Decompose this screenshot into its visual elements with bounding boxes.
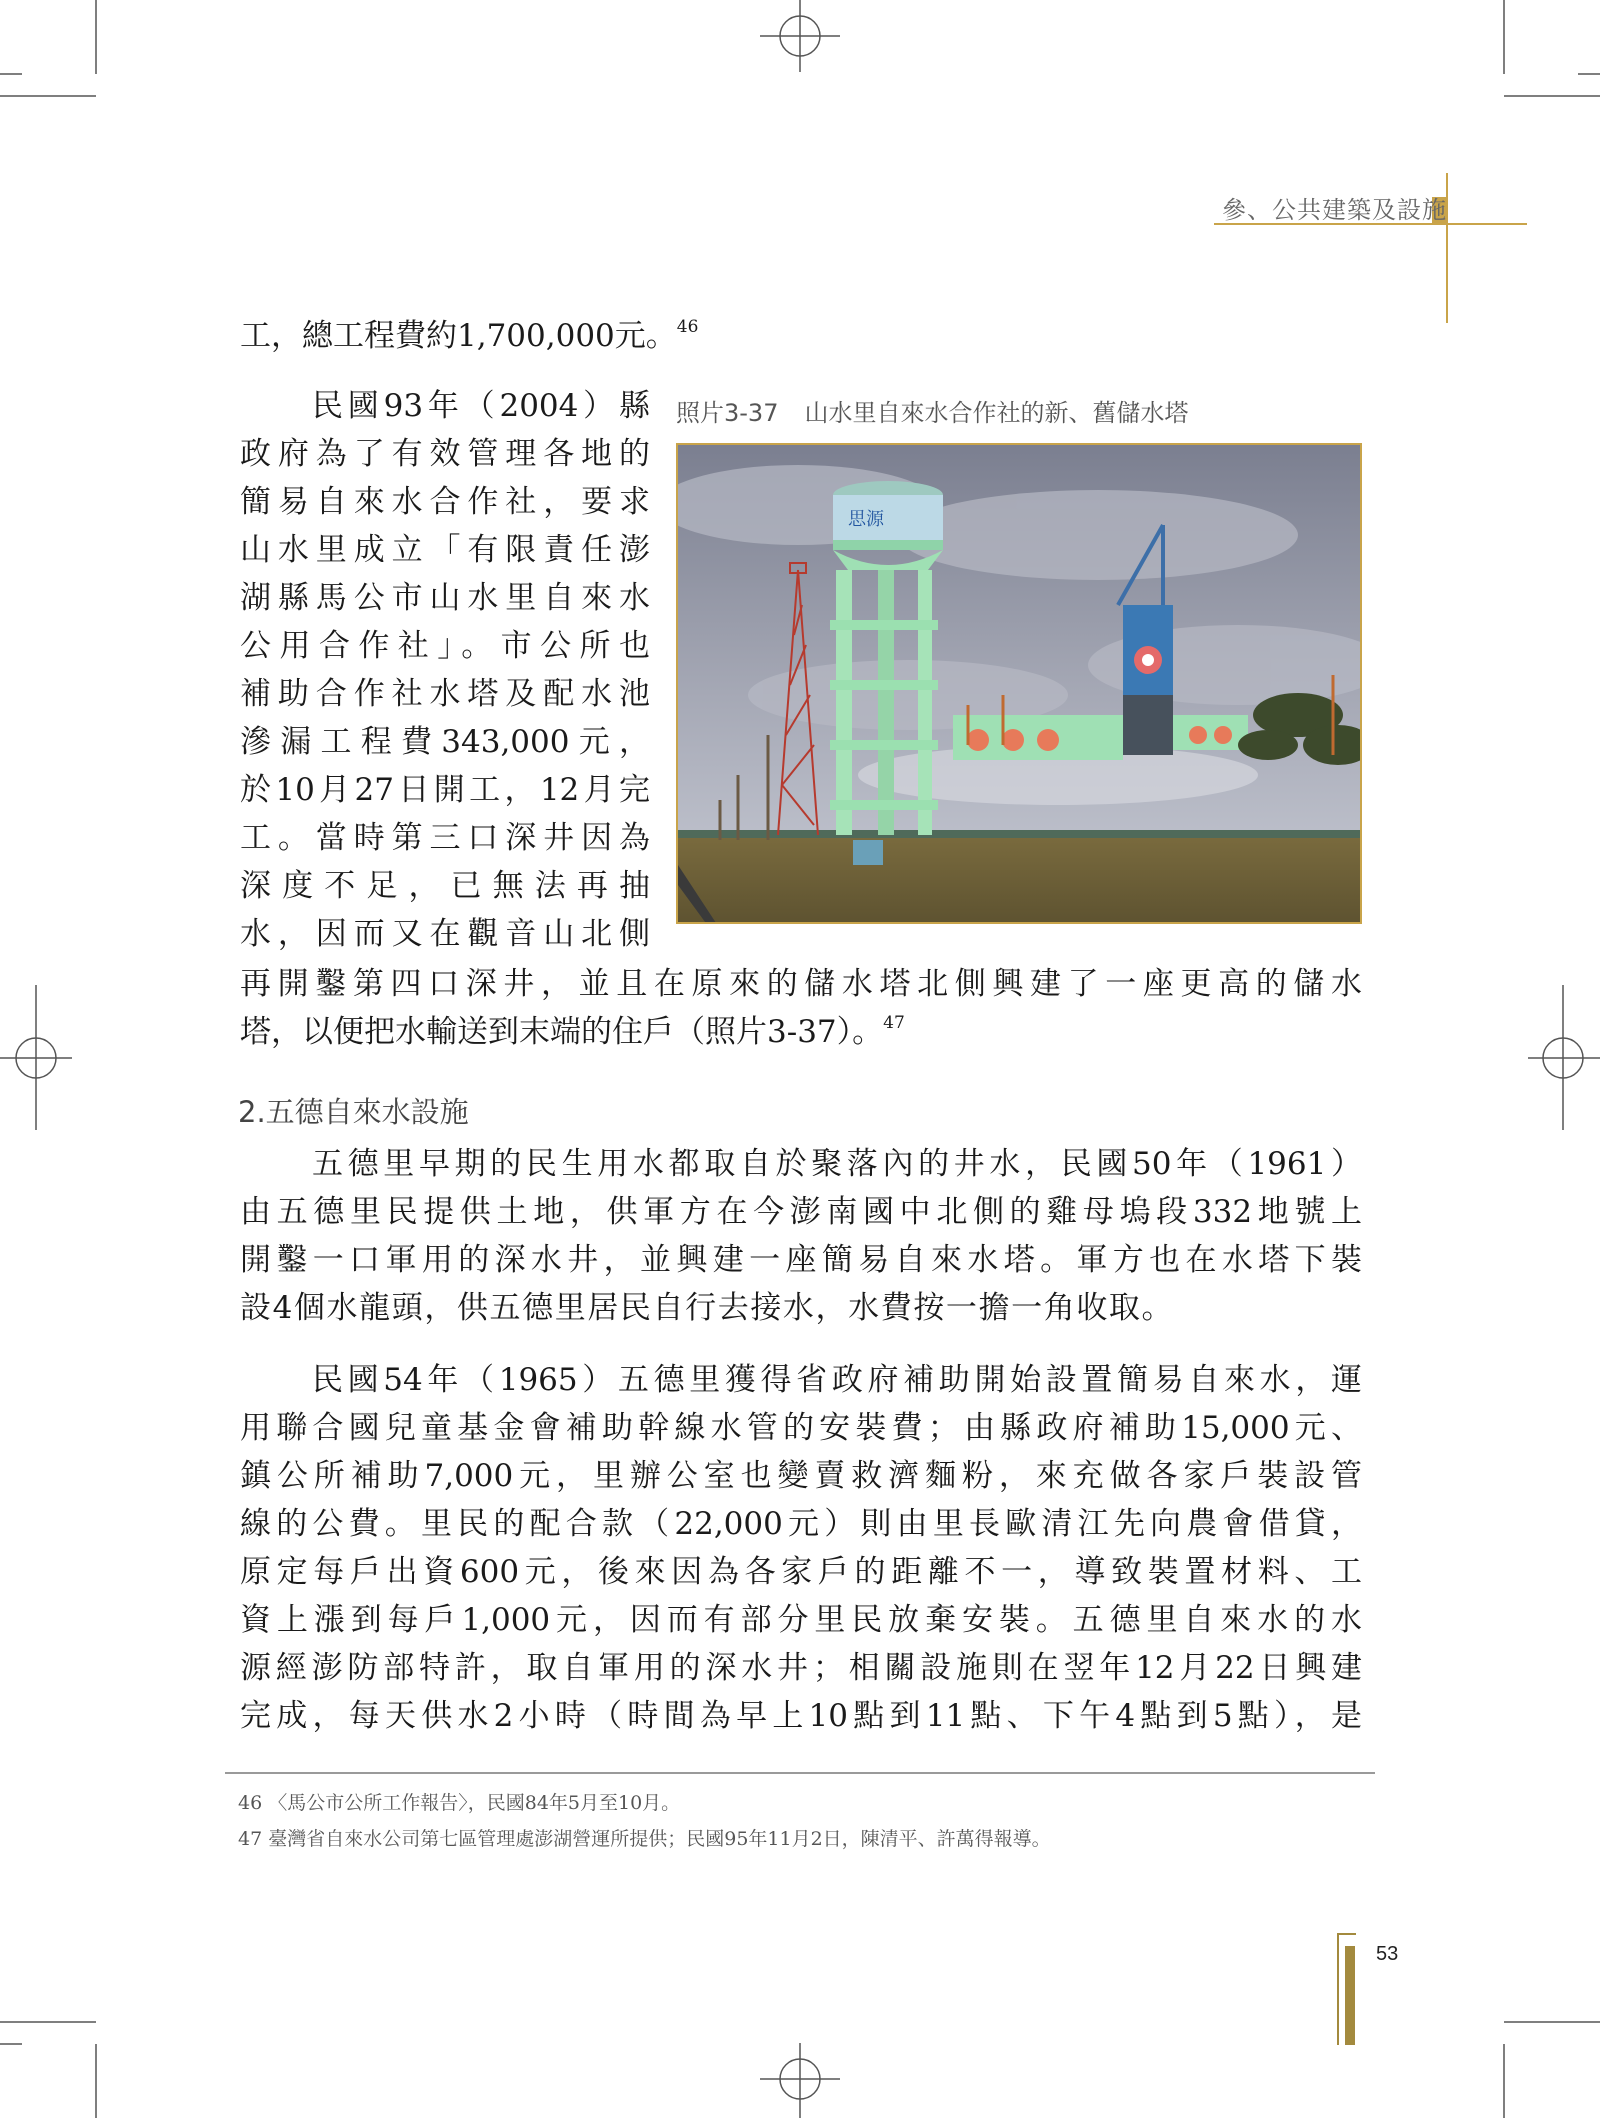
grass-field bbox=[678, 835, 1362, 924]
crop-mark-bottom-left bbox=[0, 2022, 96, 2118]
paragraph-line: 水，因而又在觀音山北側 bbox=[240, 916, 650, 952]
crop-mark-top-left bbox=[0, 0, 96, 96]
paragraph-line: 補助合作社水塔及配水池 bbox=[240, 676, 650, 712]
running-header-chapter-title: 參、公共建築及設施 bbox=[1222, 196, 1447, 224]
paragraph-line bbox=[240, 1008, 1362, 1056]
paragraph-line: 用聯合國兒童基金會補助幹線水管的安裝費；由縣政府補助15,000元、 bbox=[240, 1410, 1362, 1446]
footnote-ref-46[interactable]: 46 bbox=[676, 317, 699, 337]
photo-water-towers bbox=[676, 443, 1362, 924]
registration-target-right bbox=[1528, 985, 1600, 1130]
paragraph-line: 五德里早期的民生用水都取自於聚落內的井水，民國50年（1961） bbox=[312, 1146, 1362, 1182]
paragraph-line: 山水里成立「有限責任澎 bbox=[240, 532, 650, 568]
paragraph-line: 政府為了有效管理各地的 bbox=[240, 436, 650, 472]
paragraph-line: 資上漲到每戶1,000元，因而有部分里民放棄安裝。五德里自來水的水 bbox=[240, 1602, 1362, 1638]
line-text: 塔，以便把水輸送到末端的住戶（照片3-37）。 bbox=[240, 1014, 884, 1050]
registration-target-left bbox=[0, 985, 72, 1130]
paragraph-line: 原定每戶出資600元，後來因為各家戶的距離不一，導致裝置材料、工 bbox=[240, 1554, 1362, 1590]
footnote-number: 47 bbox=[238, 1828, 263, 1850]
footnote-text: 臺灣省自來水公司第七區管理處澎湖營運所提供；民國95年11月2日，陳清平、許萬得報導。 bbox=[268, 1828, 1051, 1850]
photo-caption-text: 山水里自來水合作社的新、舊儲水塔 bbox=[804, 399, 1189, 427]
line-text: 工，總工程費約1,700,000元。 bbox=[240, 318, 677, 354]
paragraph-line: 民國93年（2004）縣 bbox=[312, 388, 650, 424]
footnote-text: 〈馬公市公所工作報告〉，民國84年5月至10月。 bbox=[268, 1792, 681, 1814]
paragraph-line: 簡易自來水合作社，要求 bbox=[240, 484, 650, 520]
paragraph-line: 深度不足，已無法再抽 bbox=[240, 868, 650, 904]
paragraph-line: 公用合作社」。市公所也 bbox=[240, 628, 650, 664]
paragraph-line: 滲漏工程費343,000元， bbox=[240, 724, 650, 760]
green-water-tower bbox=[830, 481, 943, 865]
footnote-ref-47[interactable]: 47 bbox=[883, 1013, 905, 1033]
paragraph-line: 湖縣馬公市山水里自來水 bbox=[240, 580, 650, 616]
paragraph-line: 再開鑿第四口深井，並且在原來的儲水塔北側興建了一座更高的儲水 bbox=[240, 966, 1362, 1002]
paragraph-line: 於10月27日開工，12月完 bbox=[240, 772, 650, 808]
paragraph-line bbox=[240, 312, 1362, 360]
paragraph-line: 工。當時第三口深井因為 bbox=[240, 820, 650, 856]
paragraph-line: 鎮公所補助7,000元，里辦公室也變賣救濟麵粉，來充做各家戶裝設管 bbox=[240, 1458, 1362, 1494]
crop-mark-top-right bbox=[1504, 0, 1600, 96]
paragraph-line: 由五德里民提供土地，供軍方在今澎南國中北側的雞母塢段332地號上 bbox=[240, 1194, 1362, 1230]
horizon-sea bbox=[678, 830, 1362, 838]
water-tower-photo-illustration bbox=[678, 445, 1362, 924]
crop-mark-bottom-right bbox=[1504, 2022, 1600, 2118]
paragraph-line: 民國54年（1965）五德里獲得省政府補助開始設置簡易自來水，運 bbox=[312, 1362, 1362, 1398]
section-heading: 2.五德自來水設施 bbox=[238, 1095, 469, 1129]
registration-target-top bbox=[760, 0, 840, 72]
footnote-46 bbox=[238, 1788, 680, 1815]
paragraph-line: 線的公費。里民的配合款（22,000元）則由里長歐清江先向農會借貸， bbox=[240, 1506, 1362, 1542]
page-number: 53 bbox=[1376, 1943, 1399, 1965]
footnote-47 bbox=[238, 1824, 1051, 1851]
footnote-number: 46 bbox=[238, 1792, 263, 1814]
paragraph-line: 設4個水龍頭，供五德里居民自行去接水，水費按一擔一角收取。 bbox=[240, 1290, 1175, 1326]
footnote-divider bbox=[225, 1772, 1375, 1774]
photo-caption bbox=[676, 393, 1188, 428]
page-number-ornament bbox=[1338, 1934, 1356, 2045]
paragraph-line: 完成，每天供水2小時（時間為早上10點到11點、下午4點到5點），是 bbox=[240, 1698, 1362, 1734]
photo-caption-number: 照片3-37 bbox=[676, 399, 779, 427]
tank-sign-text: 思源 bbox=[848, 509, 884, 529]
paragraph-line: 源經澎防部特許，取自軍用的深水井；相關設施則在翌年12月22日興建 bbox=[240, 1650, 1362, 1686]
registration-target-bottom bbox=[760, 2043, 840, 2118]
paragraph-line: 開鑿一口軍用的深水井，並興建一座簡易自來水塔。軍方也在水塔下裝 bbox=[240, 1242, 1362, 1278]
